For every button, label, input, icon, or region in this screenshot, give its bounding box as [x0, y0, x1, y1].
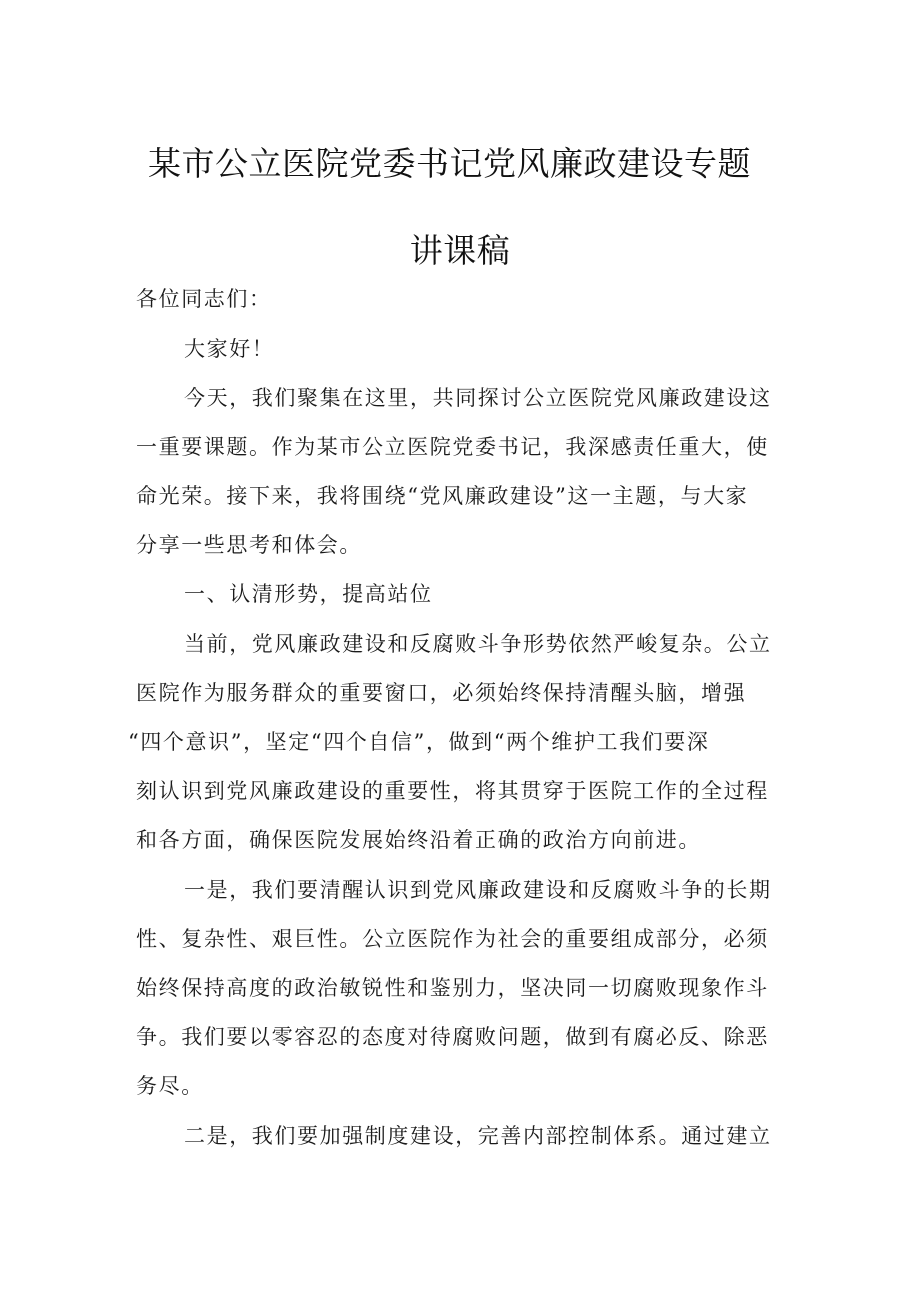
paragraph-line: “四个意识”，坚定“四个自信”，做到“两个维护工我们要深 [128, 730, 710, 754]
document-title-line-2: 讲课稿 [409, 231, 511, 270]
paragraph-line: 二是，我们要加强制度建设，完善内部控制体系。通过建立 [184, 1124, 772, 1148]
paragraph-line: 医院作为服务群众的重要窗口，必须始终保持清醒头脑，增强 [136, 681, 747, 705]
paragraph-line: 当前，党风廉政建设和反腐败斗争形势依然严峻复杂。公立 [184, 632, 772, 656]
paragraph-line: 务尽。 [136, 1074, 204, 1098]
paragraph-line: 争。我们要以零容忍的态度对待腐败问题，做到有腐必反、除恶 [136, 1025, 769, 1049]
paragraph-line: 始终保持高度的政治敏锐性和鉴别力，坚决同一切腐败现象作斗 [136, 976, 769, 1000]
paragraph-line: 和各方面，确保医院发展始终沿着正确的政治方向前进。 [136, 828, 701, 852]
document-title-line-1: 某市公立医院党委书记党风廉政建设专题 [148, 144, 751, 183]
paragraph-line: 一是，我们要清醒认识到党风廉政建设和反腐败斗争的长期 [184, 878, 772, 902]
salutation: 各位同志们： [136, 287, 272, 311]
section-heading: 一、认清形势，提高站位 [184, 582, 433, 606]
paragraph-line: 分享一些思考和体会。 [136, 533, 362, 557]
paragraph-line: 今天，我们聚集在这里，共同探讨公立医院党风廉政建设这 [184, 386, 772, 410]
paragraph-line: 一重要课题。作为某市公立医院党委书记，我深感责任重大，使 [136, 435, 769, 459]
paragraph-line: 性、复杂性、艰巨性。公立医院作为社会的重要组成部分，必须 [136, 927, 769, 951]
greeting: 大家好！ [184, 337, 275, 361]
paragraph-line: 命光荣。接下来，我将围绕“党风廉政建设”这一主题，与大家 [136, 484, 749, 508]
paragraph-line: 刻认识到党风廉政建设的重要性，将其贯穿于医院工作的全过程 [136, 779, 769, 803]
